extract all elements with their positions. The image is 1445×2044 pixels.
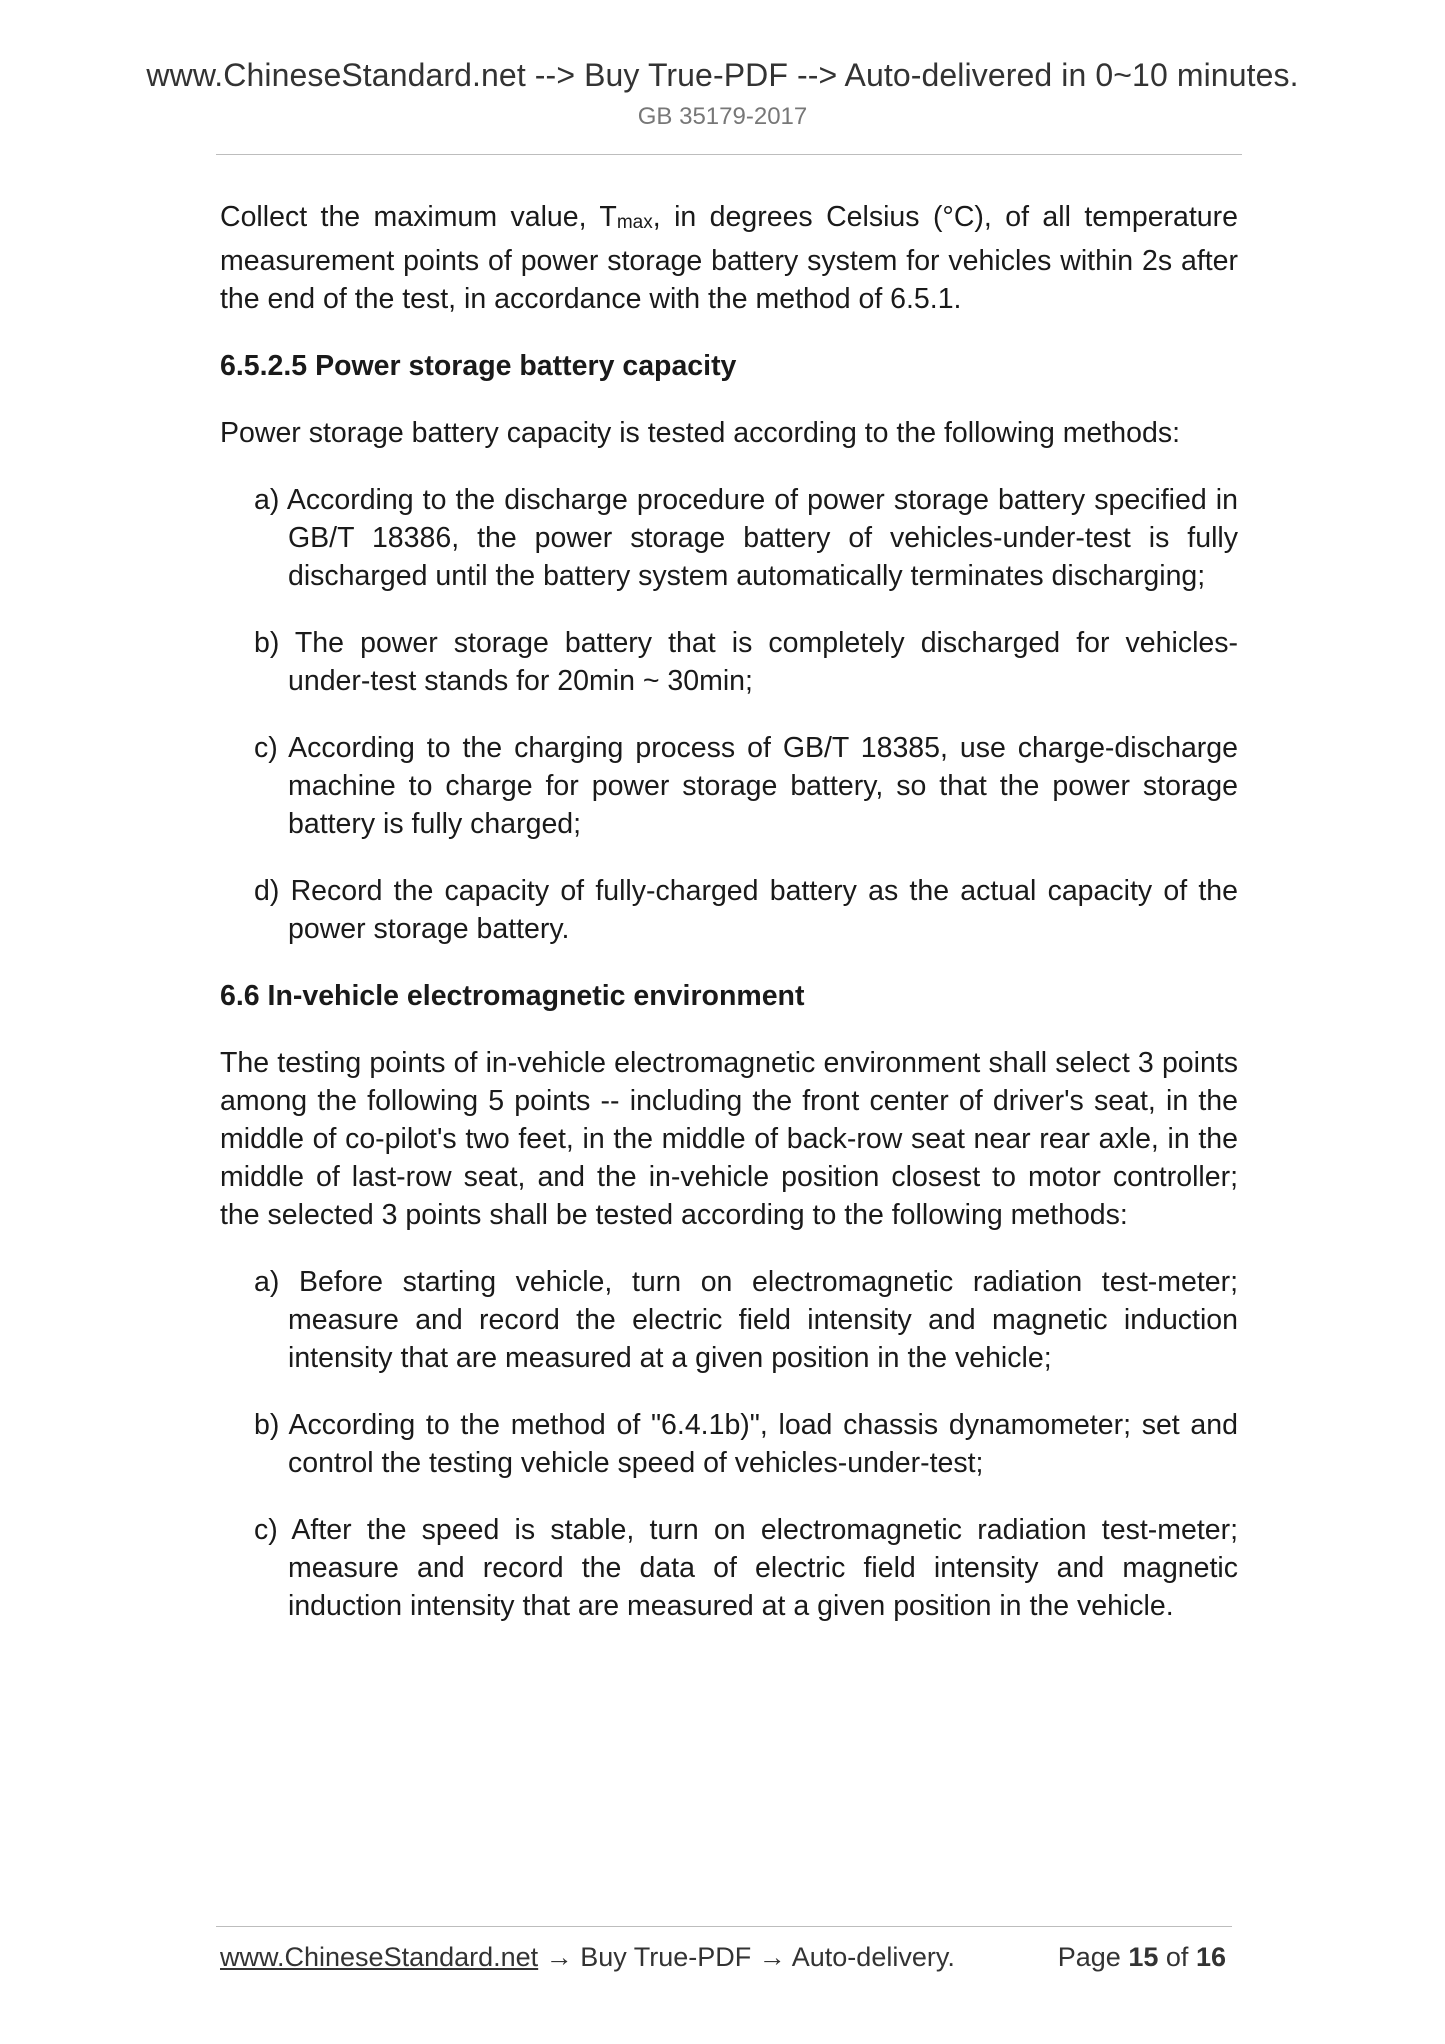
footer-buy-text: Buy True-PDF bbox=[580, 1942, 752, 1972]
section-heading-6-5-2-5: 6.5.2.5 Power storage battery capacity bbox=[220, 350, 737, 382]
em-list-item: b) According to the method of "6.4.1b)", load chassis dynamometer; set and control the testing vehicle speed of vehicles-under-test; bbox=[254, 1409, 1238, 1479]
total-pages: 16 bbox=[1195, 1942, 1226, 1972]
tmax-paragraph: Collect the maximum value, $T_{max}$, in degrees Celsius (°C), of all temperature measurement points of power storage battery system for vehicles within 2s after the end of the test, in accordance with the method of 6.5.1. bbox=[220, 201, 1238, 315]
arrow-icon: → bbox=[538, 1942, 581, 1972]
footer-links bbox=[220, 1942, 955, 1973]
header-banner: www.ChineseStandard.net --> Buy True-PDF --> Auto-delivered in 0~10 minutes. bbox=[146, 57, 1299, 93]
capacity-list-item: d) Record the capacity of fully-charged battery as the actual capacity of the power storage battery. bbox=[254, 875, 1238, 945]
footer-site-link[interactable]: www.ChineseStandard.net bbox=[220, 1942, 539, 1972]
em-list-item: c) After the speed is stable, turn on electromagnetic radiation test-meter; measure and record the data of electric field intensity and magnetic induction intensity that are measured at a given position in the vehicle. bbox=[254, 1514, 1238, 1622]
page-number: Page 15 of 16 bbox=[1057, 1942, 1226, 1972]
section-heading-6-6: 6.6 In-vehicle electromagnetic environment bbox=[220, 980, 805, 1012]
footer-divider bbox=[216, 1926, 1232, 1927]
em-list-item: a) Before starting vehicle, turn on electromagnetic radiation test-meter; measure and record the electric field intensity and magnetic induction intensity that are measured at a given position in the vehicle; bbox=[254, 1266, 1238, 1374]
capacity-list-item: a) According to the discharge procedure of power storage battery specified in GB/T 18386, the power storage battery of vehicles-under-test is fully discharged until the battery system automatically terminates discharging; bbox=[254, 484, 1238, 592]
capacity-list-item: c) According to the charging process of GB/T 18385, use charge-discharge machine to charge for power storage battery, so that the power storage battery is fully charged; bbox=[254, 732, 1238, 840]
tmax-subscript: max bbox=[616, 212, 653, 233]
arrow-icon: → bbox=[751, 1942, 792, 1972]
em-intro-paragraph: The testing points of in-vehicle electromagnetic environment shall select 3 points among the following 5 points -- including the front center of driver's seat, in the middle of co-pilot's two feet, in the middle of back-row seat near rear axle, in the middle of last-row seat, and the in-vehicle position closest to motor controller; the selected 3 points shall be tested according to the following methods: bbox=[220, 1047, 1238, 1231]
current-page: 15 bbox=[1128, 1942, 1159, 1972]
capacity-intro-paragraph: Power storage battery capacity is tested according to the following methods: bbox=[220, 417, 1181, 449]
document-code: GB 35179-2017 bbox=[637, 103, 808, 130]
footer-delivery-text: Auto-delivery. bbox=[791, 1942, 955, 1972]
page-body bbox=[220, 198, 1238, 1625]
capacity-list-item: b) The power storage battery that is completely discharged for vehicles-under-test stands for 20min ~ 30min; bbox=[254, 627, 1238, 697]
header-divider bbox=[216, 154, 1242, 155]
